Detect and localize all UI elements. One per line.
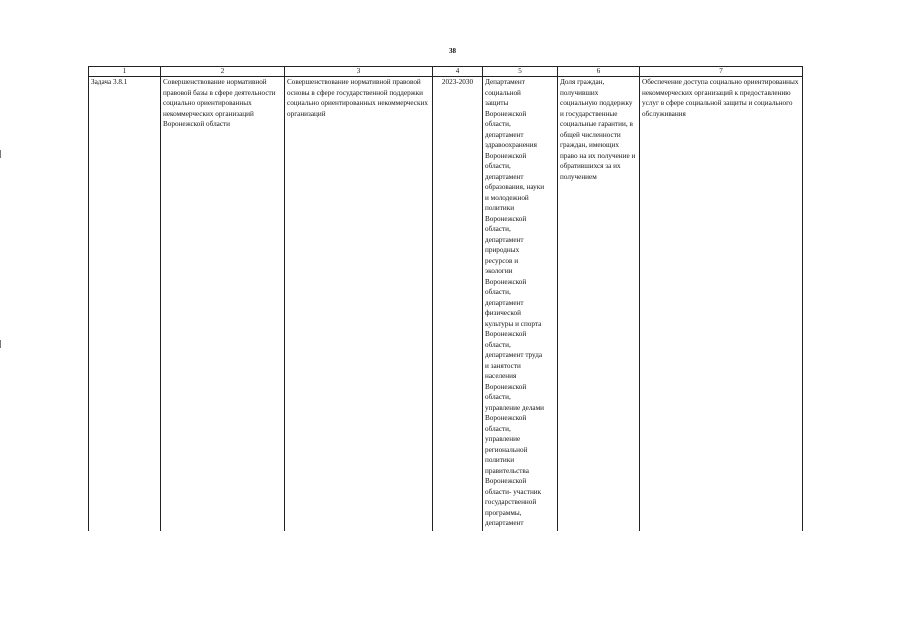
executor-line: Воронежской	[485, 109, 527, 118]
table-row	[89, 77, 803, 532]
executor-line: экологии	[485, 267, 513, 275]
executor-line: области- участник	[485, 487, 542, 496]
executor-line: Воронежской	[485, 382, 527, 391]
executor-line: Воронежской	[485, 151, 527, 160]
executor-line: области,	[485, 288, 511, 296]
program-table	[88, 66, 803, 531]
executor-line: государственной	[485, 498, 537, 506]
executor-line: правительства	[485, 466, 529, 475]
result-cell: Обеспечение доступа социально ориентированных некоммерческих организаций к предоставлению услуг в сфере социальной защиты и социального обслуживания	[640, 77, 803, 532]
executor-line: природных	[485, 246, 520, 254]
header-cell: 1	[89, 67, 161, 77]
executor-line: и молодежной	[485, 193, 529, 202]
executors-cell	[483, 77, 558, 532]
executor-line: департамент труда	[485, 351, 543, 359]
description-cell: Совершенствование нормативной правовой основы в сфере государственной поддержки социально ориентированных некоммерческих организаций	[285, 77, 433, 532]
executor-line: управление	[485, 435, 521, 443]
header-cell: 3	[285, 67, 433, 77]
executor-line: здравоохранения	[485, 141, 537, 149]
executor-line: области,	[485, 393, 511, 401]
indicator-cell: Доля граждан, получивших социальную поддержку и государственные социальные гарантии, в общей численности граждан, имеющих право на их получение и обратившихся за их получением	[558, 77, 640, 532]
header-cell: 7	[640, 67, 803, 77]
executor-line: области,	[485, 162, 511, 170]
header-cell: 5	[483, 67, 558, 77]
executor-line: департамент	[485, 519, 524, 527]
executor-line: политики	[485, 204, 515, 212]
executor-line: населения	[485, 372, 517, 380]
executor-line: области,	[485, 225, 511, 233]
executor-line: физической	[485, 309, 521, 317]
executor-line: области,	[485, 340, 511, 349]
executor-line: области,	[485, 120, 511, 128]
scan-edge-mark	[0, 340, 1, 348]
executor-line: Воронежской	[485, 477, 527, 485]
task-cell: Задача 3.8.1	[89, 77, 161, 532]
executor-line: культуры и спорта	[485, 319, 542, 328]
executor-line: Воронежской	[485, 214, 527, 223]
executor-line: Департамент	[485, 78, 525, 86]
period-cell: 2023-2030	[433, 77, 483, 532]
executor-line: департамент	[485, 235, 524, 244]
executor-line: Воронежской	[485, 414, 527, 422]
executor-line: политики	[485, 456, 515, 464]
executor-line: образования, науки	[485, 183, 545, 191]
executor-line: Воронежской	[485, 277, 527, 286]
task-name-cell: Совершенствование нормативной правовой базы в сфере деятельности социально ориентированных некоммерческих организаций Воронежской области	[161, 77, 285, 532]
executor-line: социальной	[485, 88, 521, 97]
page-number: 38	[449, 47, 456, 55]
header-cell: 6	[558, 67, 640, 77]
executor-line: Воронежской	[485, 330, 527, 338]
header-row	[89, 67, 803, 77]
executor-line: департамент	[485, 172, 524, 181]
executor-line: ресурсов и	[485, 256, 519, 265]
executor-line: программы,	[485, 508, 522, 517]
executor-line: области,	[485, 424, 511, 433]
header-cell: 4	[433, 67, 483, 77]
executor-line: региональной	[485, 445, 528, 454]
executor-line: и занятости	[485, 361, 521, 370]
executor-line: департамент	[485, 130, 524, 139]
executor-line: защиты	[485, 99, 509, 107]
header-cell: 2	[161, 67, 285, 77]
executor-line: управление делами	[485, 403, 544, 412]
executor-line: департамент	[485, 298, 524, 307]
scan-edge-mark	[0, 150, 1, 158]
